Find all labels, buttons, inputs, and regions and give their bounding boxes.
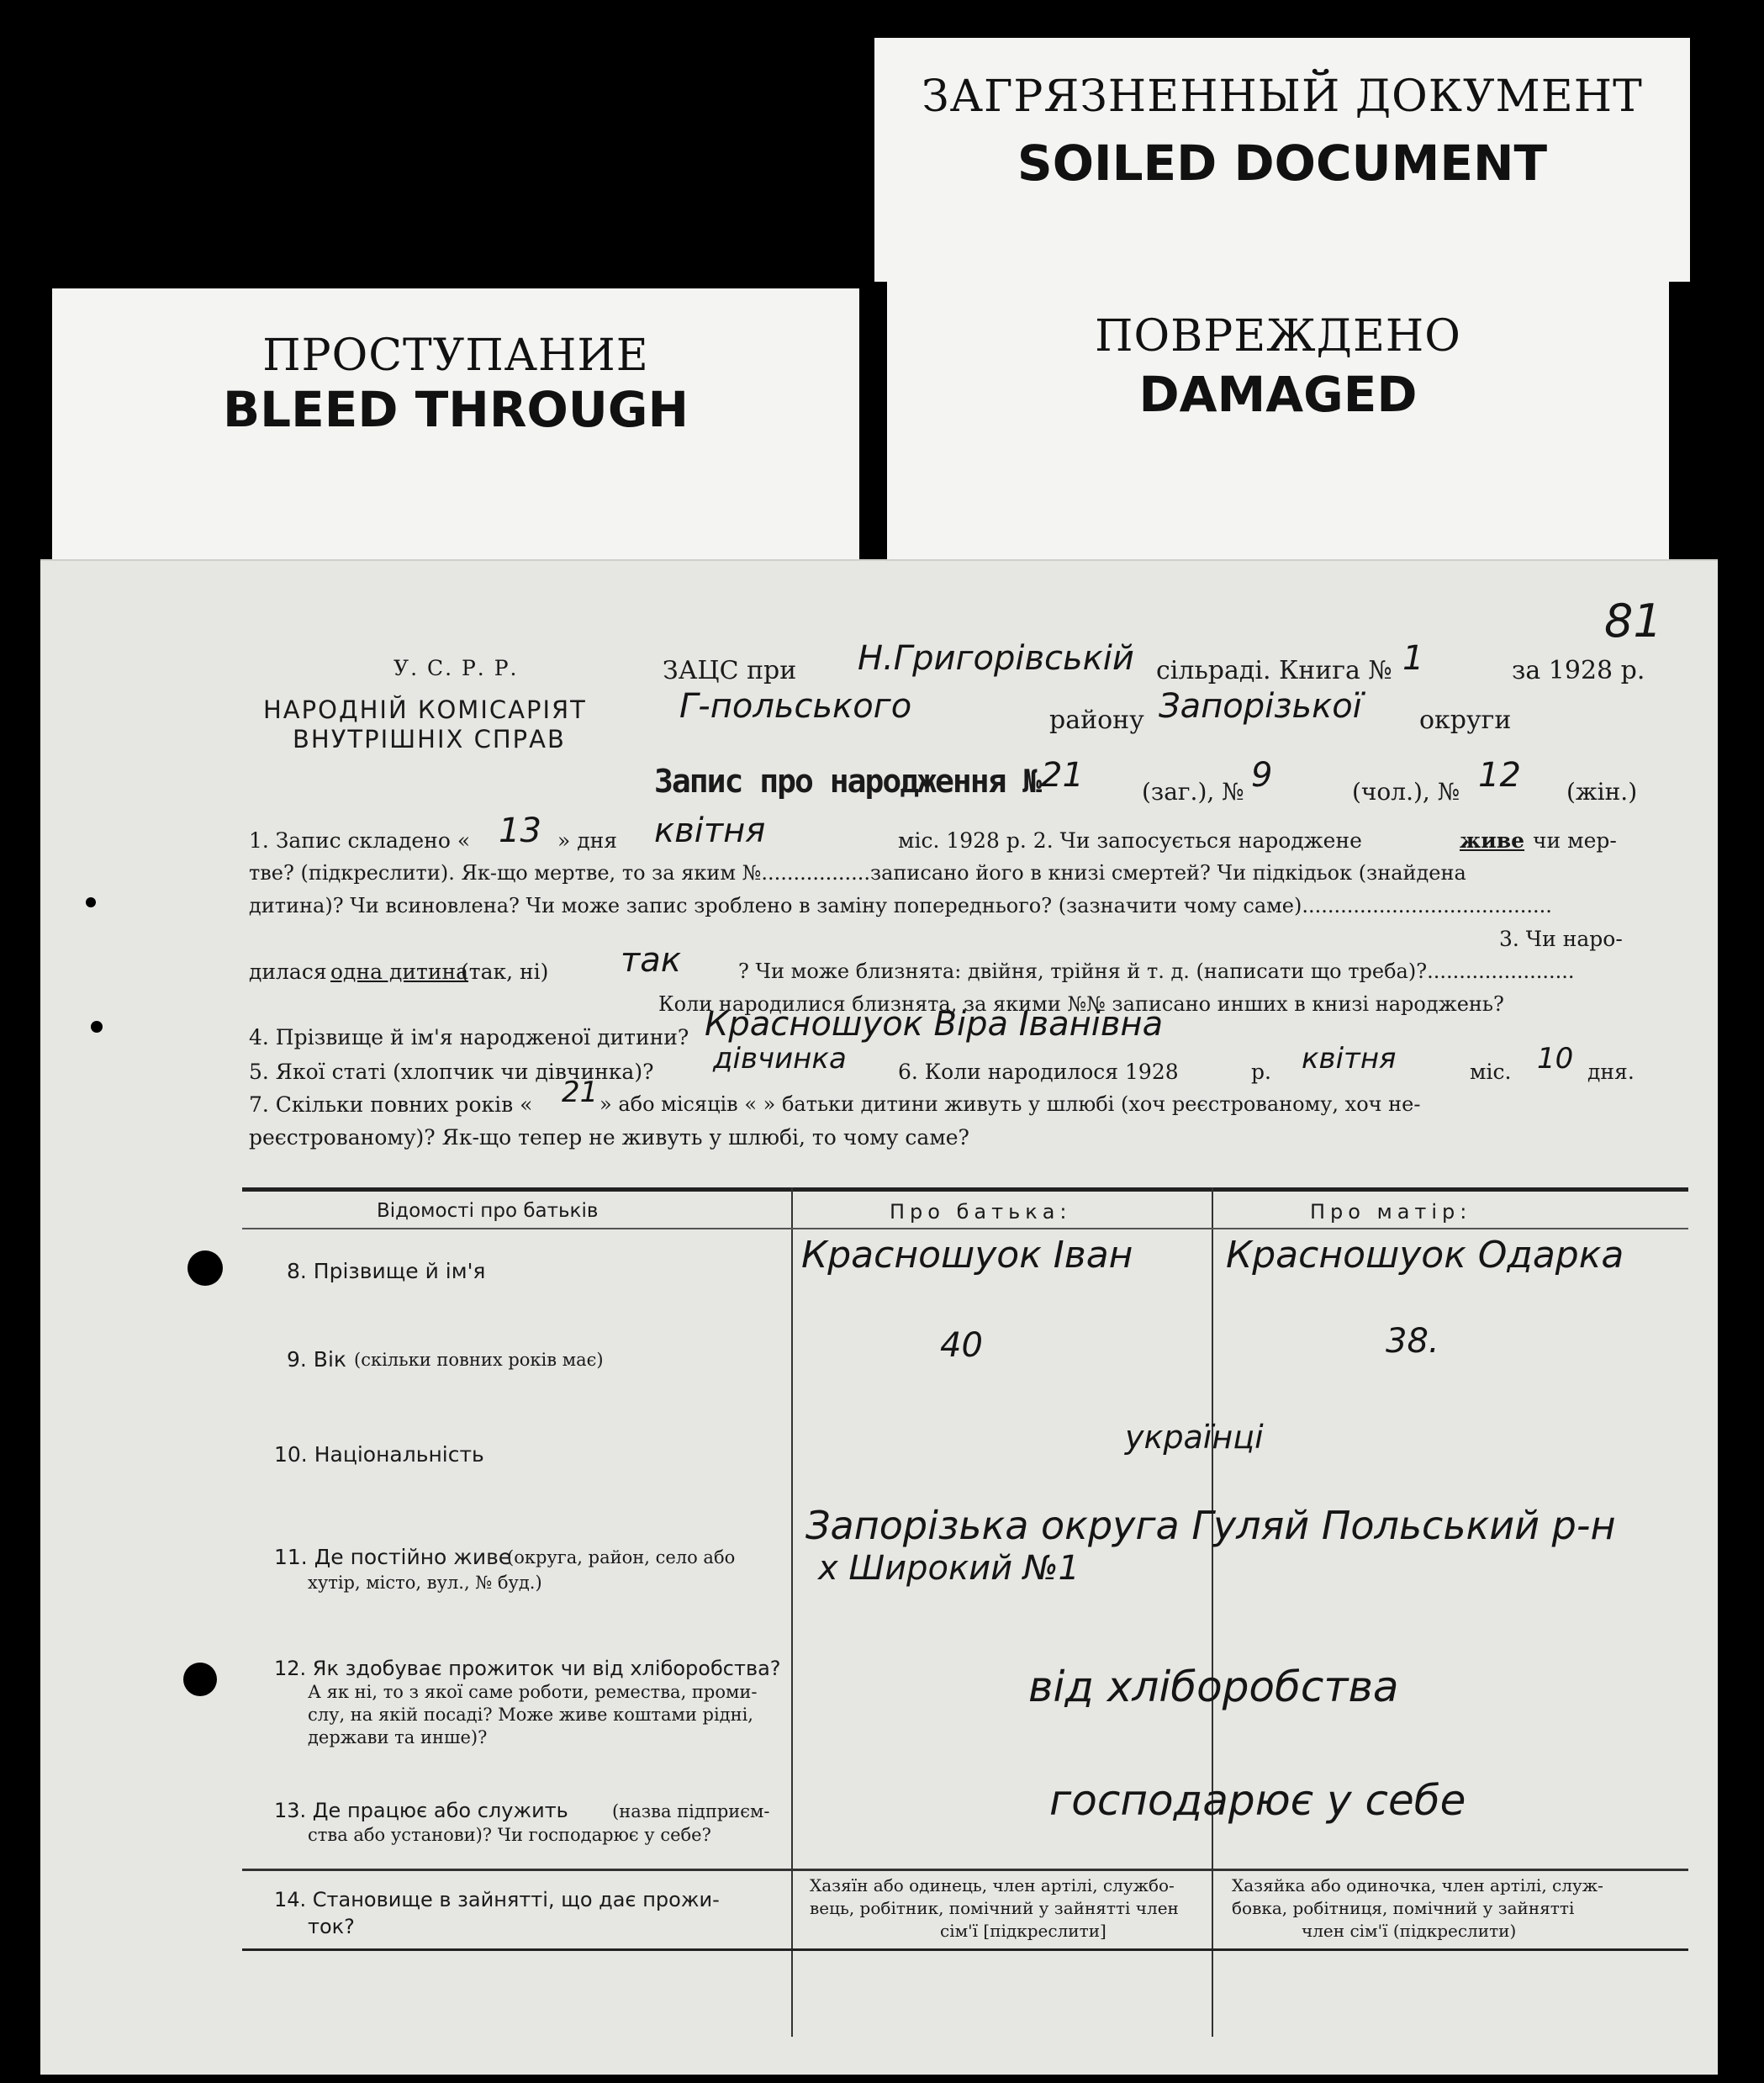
table-divider-2 [1212,1187,1213,2037]
line1-b: » дня [557,828,618,853]
row-work-note2: ства або установи)? Чи господарює у себе? [308,1825,711,1845]
page-number: 81 [1604,595,1662,648]
line1-d: чи мер- [1533,828,1617,853]
birth-day-handwritten: 10 [1537,1042,1574,1076]
father-occupation-l3: сім'ї [підкреслити] [940,1921,1106,1941]
okrugy-text: округи [1419,706,1512,735]
row-livelihood-note3: держави та инше)? [308,1727,488,1747]
marriage-years-handwritten: 21 [562,1076,599,1109]
line1-c: міс. 1928 р. 2. Чи запосується народжене [898,828,1362,853]
birth-record-sheet [40,559,1718,2075]
line8-a: 5. Якої статі (хлопчик чи дівчинка)? [249,1060,654,1084]
child-name-handwritten: Красношуок Віра Іванівна [705,1005,1164,1044]
livelihood-handwritten: від хліборобства [1028,1663,1399,1711]
row-residence-note2: хутір, місто, вул., № буд.) [308,1573,542,1593]
damaged-label-ru: ПОВРЕЖДЕНО [1095,311,1461,362]
line5-b: (так, ні) [461,960,549,984]
bleed-through-label [52,288,859,562]
female-number-handwritten: 12 [1478,756,1521,795]
row-livelihood-label: 12. Як здобуває прожиток чи від хліборобства? [274,1657,781,1680]
okrug-handwritten: Запорізької [1159,687,1362,726]
usrr-heading: У. С. Р. Р. [393,656,519,680]
row-name-label: 8. Прізвище й ім'я [287,1259,486,1283]
birth-month-handwritten: квітня [1302,1042,1397,1076]
single-birth-answer-handwritten: так [621,941,681,980]
zhin-text: (жін.) [1566,778,1638,806]
line5-a: дилася [249,960,327,984]
mother-occupation-l3: член сім'ї (підкреслити) [1302,1921,1517,1941]
line8-d: міс. [1470,1060,1512,1084]
row14-top-rule [242,1869,1688,1871]
mother-name-handwritten: Красношуок Одарка [1226,1234,1624,1277]
zags-prefix: ЗАЦС при [663,656,797,685]
father-age-handwritten: 40 [940,1326,983,1365]
row-age-label: 9. Вік [287,1347,346,1372]
line10: реєстрованому)? Як-що тепер не живуть у шлюбі, то чому саме? [249,1125,969,1150]
table-top-rule [242,1187,1688,1192]
bleed-label-en: BLEED THROUGH [222,381,689,438]
chol-text: (чол.), № [1352,778,1460,806]
record-month-handwritten: квітня [654,812,766,850]
row-residence-label: 11. Де постійно живе [274,1545,512,1569]
line1-alive: живе [1460,828,1525,853]
work-handwritten: господарює у себе [1049,1776,1466,1825]
line6: Коли народилися близнята, за якими №№ записано инших в книзі народжень? [658,992,1504,1016]
soiled-label-en: SOILED DOCUMENT [1017,135,1548,192]
row-occupation-label: 14. Становище в зайнятті, що дає прожи- [274,1888,720,1911]
line8-c: р. [1251,1060,1271,1084]
residence-line2-handwritten: х Широкий №1 [818,1549,1080,1588]
father-name-handwritten: Красношуок Іван [801,1234,1133,1277]
soiled-label-ru: ЗАГРЯЗНЕННЫЙ ДОКУМЕНТ [922,71,1643,122]
line4: 3. Чи наро- [1499,927,1623,951]
line9-b: » або місяців « » батьки дитини живуть у шлюбі (хоч реєстрованому, хоч не- [599,1092,1421,1116]
punch-hole-lower [183,1663,217,1696]
row-residence-note1: (округа, район, село або [507,1547,736,1568]
row-livelihood-note2: слу, на якій посаді? Може живе коштами рідні, [308,1705,753,1725]
damaged-label [887,282,1669,561]
line5-one-child: одна дитина [330,960,469,984]
silradi-text: сільраді. Книга № [1156,656,1392,685]
row-work-note1: (назва підприєм- [612,1801,770,1821]
line8-e: дня. [1587,1060,1635,1084]
year-text: за 1928 р. [1512,656,1645,685]
line2: тве? (підкреслити). Як-що мертве, то за яким №.................записано його в книзі смертей? Чи підкідьок (знайдена [249,861,1466,885]
margin-speck-1 [86,897,96,907]
line1-a: 1. Запис складено « [249,828,471,853]
row-livelihood-note1: А як ні, то з якої саме роботи, ремества, проми- [308,1682,758,1702]
row-age-label-note: (скільки повних років має) [354,1350,604,1370]
child-sex-handwritten: дівчинка [713,1042,847,1076]
header-father: Про батька: [890,1200,1072,1224]
father-occupation-l2: вець, робітник, помічний у зайнятті член [810,1898,1179,1918]
line9-a: 7. Скільки повних років « [249,1092,533,1117]
mother-occupation-l2: бовка, робітниця, помічний у зайнятті [1232,1898,1575,1918]
zag-text: (заг.), № [1142,778,1244,806]
damaged-label-en: DAMAGED [1138,366,1418,423]
rayonu-text: району [1049,706,1144,735]
nationality-handwritten: українці [1125,1419,1264,1456]
mother-occupation-l1: Хазяйка або одиночка, член артілі, служ- [1232,1875,1603,1895]
table-divider-1 [791,1187,793,2037]
record-day-handwritten: 13 [499,812,541,850]
mother-age-handwritten: 38. [1386,1322,1439,1361]
residence-line1-handwritten: Запорізька округа Гуляй Польський р-н [805,1503,1616,1548]
village-council-handwritten: Н.Григорівській [858,639,1134,678]
book-number-handwritten: 1 [1402,639,1424,678]
punch-hole-upper [187,1250,223,1286]
line5-c: ? Чи може близнята: двійня, трійня й т. д. (написати що треба)?....................... [738,960,1575,983]
row-nationality-label: 10. Національність [274,1442,484,1467]
commissariat-line2: ВНУТРІШНІХ СПРАВ [293,725,566,753]
soiled-document-label [874,38,1690,282]
header-mother: Про матір: [1310,1200,1472,1224]
male-number-handwritten: 9 [1251,756,1273,795]
commissariat-line1: НАРОДНІЙ КОМІСАРІЯТ [263,695,587,724]
header-parents-info: Відомості про батьків [377,1200,599,1222]
record-title: Запис про народження № [654,763,1041,800]
line7: 4. Прізвище й ім'я народженої дитини? [249,1025,689,1049]
line8-b: 6. Коли народилося 1928 [898,1060,1179,1084]
total-number-handwritten: 21 [1041,756,1084,795]
row-occupation-label2: ток? [308,1915,355,1938]
bleed-label-ru: ПРОСТУПАНИЕ [262,330,649,381]
table-header-rule [242,1228,1688,1229]
father-occupation-l1: Хазяїн або одинець, член артілі, службо- [810,1875,1175,1895]
district-handwritten: Г-польського [679,687,912,726]
table-bottom-rule [242,1948,1688,1951]
line3: дитина)? Чи всиновлена? Чи може запис зроблено в заміну попереднього? (зазначити чому саме)....................................... [249,894,1552,917]
row-work-label: 13. Де працює або служить [274,1799,568,1822]
margin-speck-2 [91,1021,103,1033]
